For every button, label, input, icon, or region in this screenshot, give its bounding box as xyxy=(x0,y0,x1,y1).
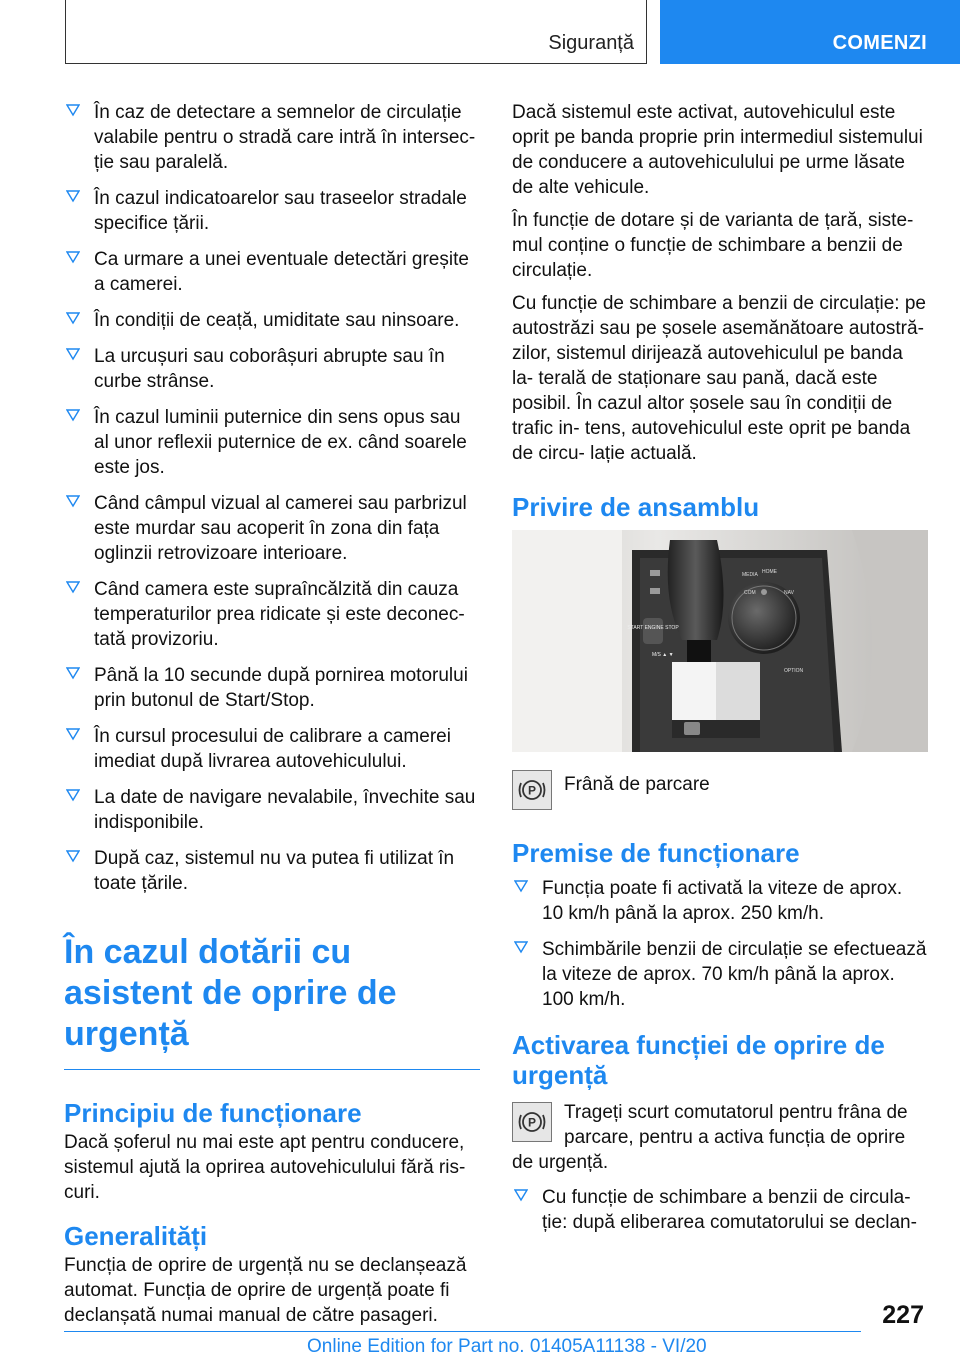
center-console-photo xyxy=(512,530,928,752)
conditions-list xyxy=(64,100,480,896)
activation-block xyxy=(512,1100,928,1175)
triangle-bullet-icon xyxy=(66,311,80,325)
back-label: BACK xyxy=(744,668,758,674)
list-item-text: Cu funcție de schimbare a benzii de circula‐ ție: după eliberarea comutatorului se declan‐ xyxy=(542,1187,917,1233)
list-item-text: După caz, sistemul nu va putea fi utilizat în toate țările. xyxy=(94,848,455,894)
parking-brake-icon xyxy=(512,1102,552,1142)
triangle-bullet-icon xyxy=(514,940,528,954)
general-paragraph: Funcția de oprire de urgență nu se declanșează automat. Funcția de oprire de urgență poate fi declanșată numai manual de către pasageri. xyxy=(64,1255,467,1326)
triangle-bullet-icon xyxy=(66,494,80,508)
triangle-bullet-icon xyxy=(514,879,528,893)
start-stop-label: START ENGINE STOP xyxy=(627,625,679,631)
list-item xyxy=(64,846,480,896)
premise-list xyxy=(512,876,928,1012)
header-chapter-label: COMENZI xyxy=(832,32,927,54)
list-item-text: În cazul indicatoarelor sau traseelor stradale specifice țării. xyxy=(94,188,467,234)
list-item-text: La urcușuri sau coborâșuri abrupte sau în curbe strânse. xyxy=(94,346,445,392)
triangle-bullet-icon xyxy=(66,849,80,863)
principle-paragraph: Dacă șoferul nu mai este apt pentru conducere, sistemul ajută la oprirea autovehiculului fără ris‐ curi. xyxy=(64,1132,466,1203)
activation-list xyxy=(512,1185,928,1235)
list-item xyxy=(64,186,480,236)
list-item-text: Funcția poate fi activată la viteze de aprox. 10 km/h până la aprox. 250 km/h. xyxy=(542,878,903,924)
nav-label: NAV xyxy=(784,590,794,596)
gear-label: M/S ▲ ▼ xyxy=(652,652,674,658)
triangle-bullet-icon xyxy=(66,250,80,264)
intro-paragraph-2: În funcție de dotare și de varianta de țară, siste‐ mul conține o funcție de schimbare a benzii de circulație. xyxy=(512,210,914,281)
list-item-text: Schimbările benzii de circulație se efectuează la viteze de aprox. 70 km/h până la aprox. 100 km/h. xyxy=(542,939,927,1010)
list-item-text: Până la 10 secunde după pornirea motorului prin butonul de Start/Stop. xyxy=(94,665,468,711)
svg-text:P: P xyxy=(527,1115,537,1130)
page-number: 227 xyxy=(882,1301,924,1329)
subheading-general: Generalități xyxy=(64,1221,208,1251)
header-section-title: Siguranță xyxy=(548,32,634,54)
list-item-text: Ca urmare a unei eventuale detectări greșite a camerei. xyxy=(94,249,469,295)
triangle-bullet-icon xyxy=(66,347,80,361)
list-item xyxy=(64,308,480,333)
parking-brake-icon xyxy=(512,770,552,810)
list-item-text: Când câmpul vizual al camerei sau parbrizul este murdar sau acoperit în zona din fața oglinzii retrovizoare interioare. xyxy=(94,493,467,564)
footer-divider xyxy=(64,1331,861,1332)
center-console-illustration xyxy=(512,530,928,752)
subheading-premise: Premise de funcționare xyxy=(512,838,800,868)
subheading-principle: Principiu de funcționare xyxy=(64,1098,362,1128)
triangle-bullet-icon xyxy=(66,788,80,802)
list-item xyxy=(64,785,480,835)
list-item xyxy=(64,405,480,480)
list-item-text: În caz de detectare a semnelor de circulație valabile pentru o stradă care intră în intersec‐ ție sau paralelă. xyxy=(94,102,476,173)
list-item xyxy=(64,491,480,566)
subheading-overview: Privire de ansamblu xyxy=(512,492,760,522)
footer-edition: Online Edition for Part no. 01405A11138 - VI/20 xyxy=(307,1336,707,1357)
option-label: OPTION xyxy=(784,668,804,674)
list-item xyxy=(64,577,480,652)
header-chapter-tab[interactable] xyxy=(660,0,960,64)
triangle-bullet-icon xyxy=(66,666,80,680)
media-label: MEDIA xyxy=(742,572,758,578)
caption-row xyxy=(512,770,928,810)
left-column xyxy=(64,100,480,1328)
list-item xyxy=(64,724,480,774)
home-label: HOME xyxy=(762,569,777,575)
triangle-bullet-icon xyxy=(66,103,80,117)
svg-text:P: P xyxy=(527,783,537,798)
triangle-bullet-icon xyxy=(66,727,80,741)
list-item xyxy=(64,247,480,297)
section-heading-emergency-stop: În cazul dotării cu asistent de oprire de urgență xyxy=(64,932,480,1070)
com-label: COM xyxy=(744,590,756,596)
list-item-text: Când camera este supraîncălzită din cauza temperaturilor prea ridicate și este deconec‐ tată provizoriu. xyxy=(94,579,465,650)
list-item xyxy=(64,663,480,713)
list-item-text: În cazul luminii puternice din sens opus sau al unor reflexii puternice de ex. când soarele este jos. xyxy=(94,407,467,478)
list-item xyxy=(64,344,480,394)
list-item xyxy=(512,937,928,1012)
activation-paragraph: Trageți scurt comutatorul pentru frâna de parcare, pentru a activa funcția de oprire de urgență. xyxy=(512,1102,908,1173)
intro-paragraph-1: Dacă sistemul este activat, autovehiculul este oprit pe banda proprie prin intermediul sistemului de conducere a autovehiculului pe urme lăsate de alte vehicule. xyxy=(512,102,923,198)
right-column xyxy=(512,100,928,1246)
triangle-bullet-icon xyxy=(66,408,80,422)
list-item xyxy=(64,100,480,175)
triangle-bullet-icon xyxy=(66,580,80,594)
subheading-activation: Activarea funcției de oprire de urgență xyxy=(512,1030,885,1090)
header-section-box xyxy=(65,0,647,64)
list-item-text: În cursul procesului de calibrare a camerei imediat după livrarea autovehiculului. xyxy=(94,726,451,772)
list-item-text: În condiții de ceață, umiditate sau ninsoare. xyxy=(94,310,460,331)
list-item xyxy=(512,1185,928,1235)
list-item xyxy=(512,876,928,926)
caption-text: Frână de parcare xyxy=(564,774,710,795)
triangle-bullet-icon xyxy=(514,1188,528,1202)
triangle-bullet-icon xyxy=(66,189,80,203)
list-item-text: La date de navigare nevalabile, învechite sau indisponibile. xyxy=(94,787,476,833)
intro-paragraph-3: Cu funcție de schimbare a benzii de circulație: pe autostrăzi sau pe șosele asemănătoare autostră‐ zilor, sistemul dirijează autovehiculul pe banda la‐ terală de staționare sau pană, dacă este posibil. În cazul altor șosele sau în condiții de trafic in‐ tens, autovehiculul este oprit pe banda de circu‐ lație actuală. xyxy=(512,293,927,464)
